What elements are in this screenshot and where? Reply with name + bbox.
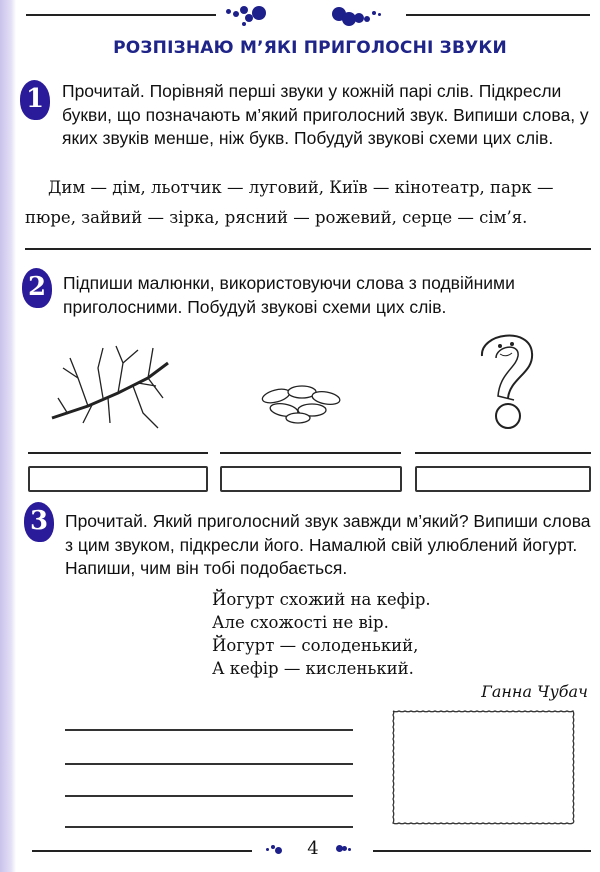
poem-line: Йогурт схожий на кефір. (212, 590, 431, 609)
sound-scheme-box[interactable] (220, 466, 402, 492)
task-3-instructions: Прочитай. Який приголосний звук завжди м’який? Випиши слова з цим звуком, підкресли його. Намалюй свій улюблений йогурт. Напиши, чим він тобі подобається. (65, 511, 591, 578)
task-number-badge: 2 (22, 268, 52, 308)
task-number-badge: 3 (24, 502, 54, 542)
task-number-badge: 1 (20, 80, 50, 120)
task-1-instructions: Прочитай. Порівняй перші звуки у кожній парі слів. Підкресли букви, що позначають м’який приголосний звук. Випиши слова, у яких звуків менше, ніж букв. Побудуй звукові схеми цих слів. (62, 81, 589, 148)
task-1-words-line-1: Дим — дім, льотчик — луговий, Київ — кінотеатр, парк — (48, 178, 554, 197)
label-line (220, 452, 401, 454)
page-edge (0, 0, 16, 872)
task-2-instructions: Підпиши малюнки, використовуючи слова з подвійними приголосними. Побудуй звукові схеми цих слів. (63, 273, 515, 317)
writing-line[interactable] (65, 729, 353, 731)
writing-line[interactable] (65, 795, 353, 797)
footer-rule-right (373, 850, 591, 852)
label-line (415, 452, 591, 454)
writing-line[interactable] (65, 763, 353, 765)
poem-line: А кефір — кисленький. (212, 659, 414, 678)
seeds-picture (256, 382, 348, 424)
footer-rule-left (32, 850, 252, 852)
drawing-frame[interactable] (390, 708, 578, 828)
poem-author: Ганна Чубач (481, 682, 588, 701)
header-rule-left (26, 14, 216, 16)
poem-line: Йогурт — солоденький, (212, 636, 419, 655)
sound-scheme-box[interactable] (415, 466, 591, 492)
page-title: РОЗПІЗНАЮ М’ЯКІ ПРИГОЛОСНІ ЗВУКИ (113, 38, 507, 58)
page-number: 4 (307, 838, 319, 859)
header-rule-right (406, 14, 590, 16)
poem-line: Але схожості не вір. (212, 613, 389, 632)
tree-branch-picture (48, 338, 173, 433)
task-1-words-line-2: пюре, зайвий — зірка, рясний — рожевий, серце — сім’я. (25, 208, 528, 227)
writing-line[interactable] (65, 826, 353, 828)
sound-scheme-box[interactable] (28, 466, 208, 492)
answer-line (25, 248, 591, 250)
label-line (28, 452, 208, 454)
question-mark-character-picture (470, 328, 550, 433)
poem (212, 588, 431, 680)
